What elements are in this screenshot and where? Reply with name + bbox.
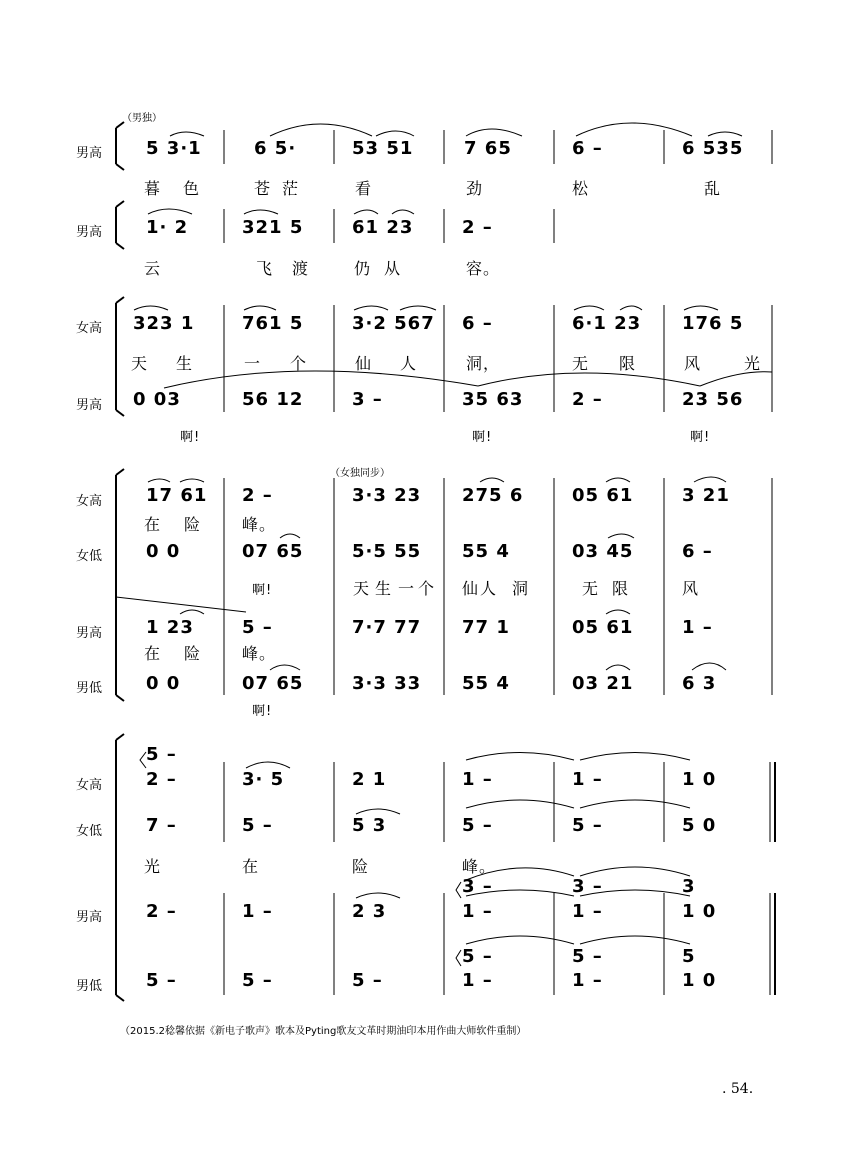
- measure-3: 5·5 55: [352, 541, 422, 562]
- lyric: 在: [242, 857, 260, 876]
- part-label-female-low: 女低: [76, 824, 103, 839]
- measure-3: 7·7 77: [352, 617, 422, 638]
- lyric: 仍: [354, 259, 372, 278]
- measure-3: 5 –: [352, 970, 383, 991]
- lyric: 生: [375, 579, 393, 598]
- measure-2: 56 12: [242, 389, 304, 410]
- solo-marking: （男独）: [122, 113, 162, 124]
- measure-6: 6 3: [682, 673, 717, 694]
- measure-4: 275 6: [462, 485, 524, 506]
- lyric: 风: [684, 354, 702, 373]
- measure-6: 1 0: [682, 901, 717, 922]
- measure-5: 1 –: [572, 769, 603, 790]
- measure-2: 07 65: [242, 541, 304, 562]
- lyric: 色: [183, 179, 201, 198]
- measure-2: 1 –: [242, 901, 273, 922]
- part-label-male-high: 男高: [76, 225, 103, 240]
- measure-1: 17 61: [146, 485, 208, 506]
- lyric: 仙: [462, 579, 480, 598]
- part-label-female-high: 女高: [76, 494, 103, 509]
- lyric: 限: [612, 579, 630, 598]
- part-label-male-low: 男低: [76, 979, 103, 994]
- lyric: 限: [619, 354, 637, 373]
- part-label-female-high: 女高: [76, 321, 103, 336]
- measure-4: 6 –: [462, 313, 493, 334]
- lyric: 一: [244, 354, 262, 373]
- part-label-male-low: 男低: [76, 681, 103, 696]
- measure-4: 1 –: [462, 769, 493, 790]
- measure-1: 0 0: [146, 541, 181, 562]
- lyric: 看: [355, 179, 373, 198]
- lyric: 峰。: [242, 515, 277, 534]
- measure-2: 07 65: [242, 673, 304, 694]
- measure-4: 1 –: [462, 970, 493, 991]
- lyric: 苍: [254, 179, 272, 198]
- measure-1: 2 –: [146, 769, 177, 790]
- measure-4: 5 –: [462, 815, 493, 836]
- measure-1: 1· 2: [146, 217, 189, 238]
- measure-3: 3·2 567: [352, 313, 435, 334]
- lyric: 光: [744, 354, 762, 373]
- lyric: 乱: [704, 179, 722, 198]
- lyric: 仙: [355, 354, 373, 373]
- lyric: 啊!: [690, 430, 711, 445]
- measure-3: 3 –: [352, 389, 383, 410]
- measure-5: 03 45: [572, 541, 634, 562]
- measure-6: 3 21: [682, 485, 730, 506]
- lyric: 啊!: [180, 430, 201, 445]
- lyric: 啊!: [252, 704, 273, 719]
- lyric: 在: [144, 515, 162, 534]
- measure-5: 1 –: [572, 901, 603, 922]
- measure-1: 1 23: [146, 617, 194, 638]
- measure-1: 0 03: [133, 389, 181, 410]
- measure-5: 6 –: [572, 138, 603, 159]
- measure-2: 5 –: [242, 815, 273, 836]
- lyric: 从: [384, 259, 402, 278]
- measure-6: 23 56: [682, 389, 744, 410]
- lyric: 个: [290, 354, 308, 373]
- measure-3: 53 51: [352, 138, 414, 159]
- lyric: 生: [176, 354, 194, 373]
- upper-note: 3 –: [572, 876, 603, 897]
- measure-4: 77 1: [462, 617, 510, 638]
- lyric: 天: [353, 579, 371, 598]
- measure-6: 1 –: [682, 617, 713, 638]
- measure-3: 2 3: [352, 901, 387, 922]
- measure-3: 2 1: [352, 769, 387, 790]
- part-label-male-high: 男高: [76, 398, 103, 413]
- upper-note: 5: [682, 946, 696, 967]
- lyric: 洞，: [466, 354, 501, 373]
- lyric: 啊!: [472, 430, 493, 445]
- measure-6: 176 5: [682, 313, 744, 334]
- measure-5: 05 61: [572, 485, 634, 506]
- measure-2: 2 –: [242, 485, 273, 506]
- lyric: 洞: [512, 579, 530, 598]
- measure-4: 35 63: [462, 389, 524, 410]
- footer-credit: （2015.2稔馨依据《新电子歌声》歌本及Pyting歌友文革时期油印本用作曲大师软件重制）: [120, 1026, 527, 1037]
- lyric: 峰。: [242, 644, 277, 663]
- lyric: 人: [400, 354, 418, 373]
- measure-4: 1 –: [462, 901, 493, 922]
- part-label-male-high: 男高: [76, 146, 103, 161]
- measure-4: 55 4: [462, 541, 510, 562]
- measure-5: 5 –: [572, 815, 603, 836]
- measure-5: 6·1 23: [572, 313, 642, 334]
- part-label-male-high: 男高: [76, 910, 103, 925]
- measure-6: 6 –: [682, 541, 713, 562]
- measure-1: 323 1: [133, 313, 195, 334]
- measure-5: 1 –: [572, 970, 603, 991]
- measure-1: 7 –: [146, 815, 177, 836]
- lyric: 在: [144, 644, 162, 663]
- measure-3: 5 3: [352, 815, 387, 836]
- lyric: 天: [131, 354, 149, 373]
- part-label-female-high: 女高: [76, 778, 103, 793]
- upper-note: 3 –: [462, 876, 493, 897]
- measure-5: 05 61: [572, 617, 634, 638]
- measure-6: 1 0: [682, 970, 717, 991]
- lyric: 啊!: [252, 583, 273, 598]
- measure-6: 1 0: [682, 769, 717, 790]
- measure-5: 03 21: [572, 673, 634, 694]
- lyric: 无: [572, 354, 590, 373]
- measure-2: 5 –: [242, 970, 273, 991]
- measure-2: 761 5: [242, 313, 304, 334]
- measure-1: 0 0: [146, 673, 181, 694]
- measure-6: 5 0: [682, 815, 717, 836]
- lyric: 飞: [256, 259, 274, 278]
- part-label-female-low: 女低: [76, 549, 103, 564]
- measure-4: 55 4: [462, 673, 510, 694]
- measure-3: 61 23: [352, 217, 414, 238]
- measure-2: 6 5·: [254, 138, 297, 159]
- page-number: . 54.: [722, 1081, 754, 1097]
- upper-note: 5 –: [572, 946, 603, 967]
- measure-5: 2 –: [572, 389, 603, 410]
- lyric: 风: [682, 579, 700, 598]
- lyric: 个: [418, 579, 436, 598]
- part-label-male-high: 男高: [76, 626, 103, 641]
- female-solo-sync-marking: （女独同步）: [330, 468, 390, 479]
- measure-1: 2 –: [146, 901, 177, 922]
- lyric: 容。: [466, 259, 501, 278]
- measure-6: 6 535: [682, 138, 744, 159]
- lyric: 松: [572, 179, 590, 198]
- lyric: 茫: [282, 179, 300, 198]
- lyric: 无: [582, 579, 600, 598]
- upper-note: 3: [682, 876, 696, 897]
- measure-3: 3·3 23: [352, 485, 422, 506]
- lyric: 劲: [466, 179, 484, 198]
- measure-1: 5 –: [146, 970, 177, 991]
- measure-4: 2 –: [462, 217, 493, 238]
- measure-3: 3·3 33: [352, 673, 422, 694]
- lyric: 云: [144, 259, 162, 278]
- measure-2: 321 5: [242, 217, 304, 238]
- upper-note: 5 –: [462, 946, 493, 967]
- measure-1: 5 3·1: [146, 138, 202, 159]
- measure-4: 7 65: [464, 138, 512, 159]
- lyric: 光: [144, 857, 162, 876]
- lyric: 险: [352, 857, 370, 876]
- lyric: 一: [398, 579, 416, 598]
- lyric: 险: [184, 515, 202, 534]
- lyric: 人: [480, 579, 498, 598]
- upper-note: 5 –: [146, 744, 177, 765]
- lyric: 峰。: [462, 857, 497, 876]
- lyric: 渡: [292, 259, 310, 278]
- lyric: 暮: [144, 179, 162, 198]
- lyric: 险: [184, 644, 202, 663]
- measure-2: 3· 5: [242, 769, 285, 790]
- measure-2: 5 –: [242, 617, 273, 638]
